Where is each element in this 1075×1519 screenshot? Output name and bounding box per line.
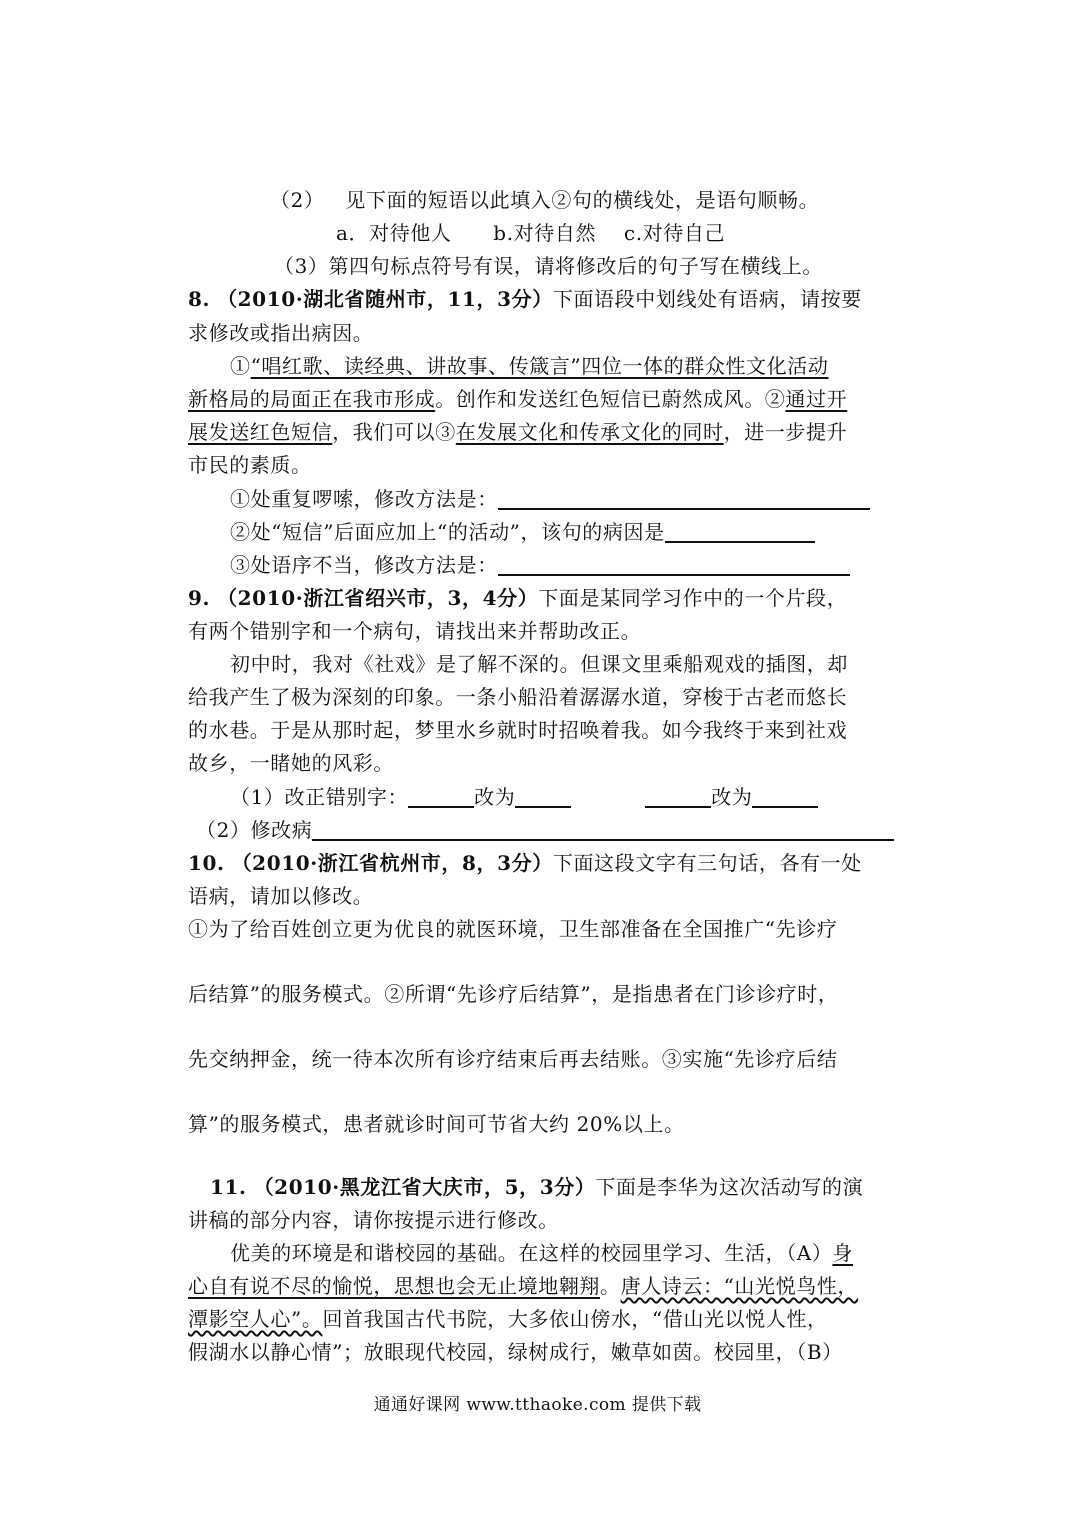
q10-sentence2: 后结算”的服务模式。②所谓“先诊疗后结算”，是指患者在门诊诊疗时， xyxy=(188,982,839,1006)
q9-header: 9. （2010·浙江省绍兴市，3，4分）下面是某同学习作中的一个片段， xyxy=(188,586,848,610)
q10-sentence4: 算”的服务模式，患者就诊时间可节省大约 20%以上。 xyxy=(188,1112,685,1136)
answer-blank[interactable] xyxy=(408,786,474,808)
q11-passage-line1: 优美的环境是和谐校园的基础。在这样的校园里学习、生活，（A）身 xyxy=(230,1241,854,1265)
q10-sentence1: ①为了给百姓创立更为优良的就医环境，卫生部准备在全国推广“先诊疗 xyxy=(188,917,838,941)
q9-passage-line4: 故乡，一睹她的风彩。 xyxy=(188,751,394,775)
answer-blank[interactable] xyxy=(498,488,870,510)
answer-blank[interactable] xyxy=(498,554,850,576)
question-source: （2010·湖北省随州市，11，3分） xyxy=(217,287,553,311)
q8-answer2: ②处“短信”后面应加上“的活动”，该句的病因是 xyxy=(230,516,815,548)
answer-blank[interactable] xyxy=(645,786,711,808)
option-c: c.对待自己 xyxy=(623,221,726,245)
question-number: 8. xyxy=(188,287,211,311)
q9-passage-line2: 给我产生了极为深刻的印象。一条小船沿着潺潺水道，穿梭于古老而悠长 xyxy=(188,685,848,709)
answer-blank[interactable] xyxy=(665,521,815,543)
q11-passage-line3: 潭影空人心”。回首我国古代书院，大多依山傍水，“借山光以悦人性， xyxy=(188,1307,828,1331)
q11-stem-cont: 讲稿的部分内容，请你按提示进行修改。 xyxy=(188,1208,559,1232)
q11-header: 11. （2010·黑龙江省大庆市，5，3分）下面是李华为这次活动写的演 xyxy=(210,1175,864,1199)
q8-stem-cont: 求修改或指出病因。 xyxy=(188,321,374,345)
question-source: （2010·浙江省绍兴市，3，4分） xyxy=(217,586,539,610)
q8-passage-line4: 市民的素质。 xyxy=(188,453,312,477)
q7-part3: （3）第四句标点符号有误，请将修改后的句子写在横线上。 xyxy=(274,254,823,278)
q10-sentence3: 先交纳押金，统一待本次所有诊疗结束后再去结账。③实施“先诊疗后结 xyxy=(188,1047,838,1071)
q9-passage-line3: 的水巷。于是从那时起，梦里水乡就时时招唤着我。如今我终于来到社戏 xyxy=(188,718,848,742)
answer-blank[interactable] xyxy=(312,819,894,841)
answer-blank[interactable] xyxy=(515,786,571,808)
option-b: b.对待自然 xyxy=(493,221,597,245)
q9-answer2: （2）修改病 xyxy=(196,814,894,846)
option-a: a．对待他人 xyxy=(336,221,452,245)
question-number: 11. xyxy=(210,1175,247,1199)
answer-blank[interactable] xyxy=(752,786,818,808)
question-source: （2010·黑龙江省大庆市，5，3分） xyxy=(253,1175,596,1199)
q8-passage-line3: 展发送红色短信，我们可以③在发展文化和传承文化的同时，进一步提升 xyxy=(188,420,848,444)
q8-answer1: ①处重复啰嗦，修改方法是： xyxy=(230,483,870,515)
q7-part2: （2） 见下面的短语以此填入②句的横线处，是语句顺畅。 xyxy=(270,188,820,212)
q11-passage-line2: 心自有说不尽的愉悦，思想也会无止境地翱翔。唐人诗云：“山光悦鸟性， xyxy=(188,1274,859,1298)
question-source: （2010·浙江省杭州市，8，3分） xyxy=(231,851,553,875)
q9-passage-line1: 初中时，我对《社戏》是了解不深的。但课文里乘船观戏的插图，却 xyxy=(230,652,848,676)
question-number: 9. xyxy=(188,586,211,610)
q10-stem-cont: 语病，请加以修改。 xyxy=(188,884,374,908)
q8-passage-line2: 新格局的局面正在我市形成。创作和发送红色短信已蔚然成风。②通过开 xyxy=(188,387,848,411)
q8-header: 8. （2010·湖北省随州市，11，3分）下面语段中划线处有语病，请按要 xyxy=(188,287,862,311)
q8-passage-line1: ①“唱红歌、读经典、讲故事、传箴言”四位一体的群众性文化活动 xyxy=(230,354,829,378)
q10-header: 10. （2010·浙江省杭州市，8，3分）下面这段文字有三句话，各有一处 xyxy=(188,851,862,875)
question-number: 10. xyxy=(188,851,225,875)
q9-stem-cont: 有两个错别字和一个病句，请找出来并帮助改正。 xyxy=(188,619,642,643)
q9-answer1: （1）改正错别字： 改为 改为 xyxy=(230,781,818,813)
page-footer: 通通好课网 www.tthaoke.com 提供下载 xyxy=(373,1395,702,1415)
q7-options xyxy=(336,217,725,249)
q8-answer3: ③处语序不当，修改方法是： xyxy=(230,549,850,581)
q11-passage-line4: 假湖水以静心情”；放眼现代校园，绿树成行，嫩草如茵。校园里，（B） xyxy=(188,1340,843,1364)
